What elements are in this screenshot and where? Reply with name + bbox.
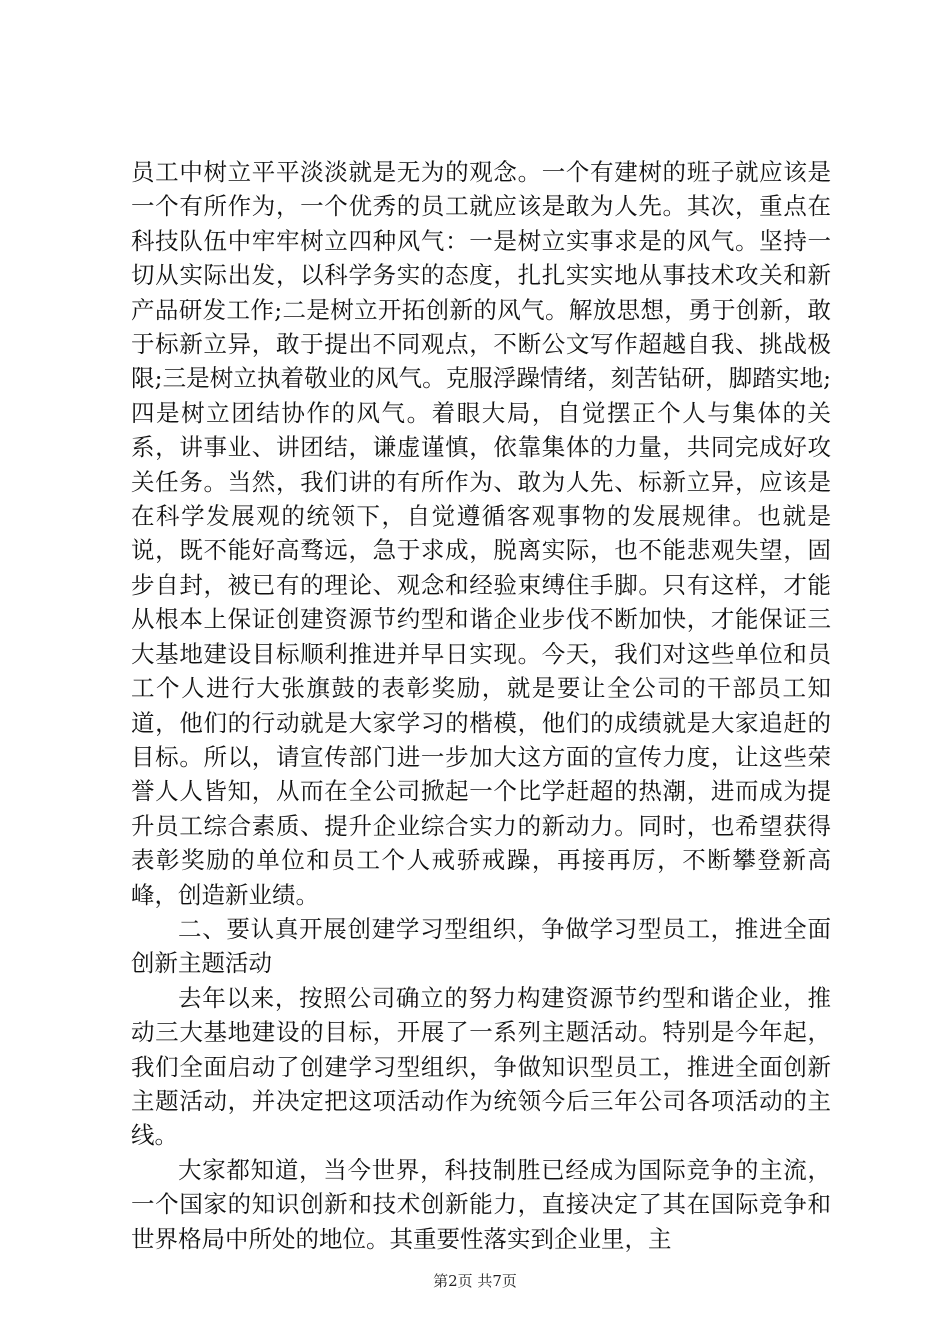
document-body: [131, 155, 831, 1256]
section-heading: 二、要认真开展创建学习型组织，争做学习型员工，推进全面创新主题活动: [131, 914, 831, 978]
paragraph-3: 去年以来，按照公司确立的努力构建资源节约型和谐企业，推动三大基地建设的目标，开展了一系列主题活动。特别是今年起，我们全面启动了创建学习型组织，争做知识型员工，推进全面创新主题活动，并决定把这项活动作为统领今后三年公司各项活动的主线。: [131, 983, 831, 1150]
paragraph-4: 大家都知道，当今世界，科技制胜已经成为国际竞争的主流，一个国家的知识创新和技术创新能力，直接决定了其在国际竞争和世界格局中所处的地位。其重要性落实到企业里，主: [131, 1155, 831, 1253]
paragraph-1: 员工中树立平平淡淡就是无为的观念。一个有建树的班子就应该是一个有所作为，一个优秀的员工就应该是敢为人先。其次，重点在科技队伍中牢牢树立四种风气：一是树立实事求是的风气。坚持一切从实际出发，以科学务实的态度，扎扎实实地从事技术攻关和新产品研发工作;二是树立开拓创新的风气。解放思想，勇于创新，敢于标新立异，敢于提出不同观点，不断公文写作超越自我、挑战极限;三是树立执着敬业的风气。克服浮躁情绪，刻苦钻研，脚踏实地;四是树立团结协作的风气。着眼大局，自觉摆正个人与集体的关系，讲事业、讲团结，谦虚谨慎，依靠集体的力量，共同完成好攻关任务。当然，我们讲的有所作为、敢为人先、标新立异，应该是在科学发展观的统领下，自觉遵循客观事物的发展规律。也就是说，既不能好高骛远，急于求成，脱离实际，也不能悲观失望，固步自封，被已有的理论、观念和经验束缚住手脚。只有这样，才能从根本上保证创建资源节约型和谐企业步伐不断加快，才能保证三大基地建设目标顺利推进并早日实现。今天，我们对这些单位和员工个人进行大张旗鼓的表彰奖励，就是要让全公司的干部员工知道，他们的行动就是大家学习的楷模，他们的成绩就是大家追赶的目标。所以，请宣传部门进一步加大这方面的宣传力度，让这些荣誉人人皆知，从而在全公司掀起一个比学赶超的热潮，进而成为提升员工综合素质、提升企业综合实力的新动力。同时，也希望获得表彰奖励的单位和员工个人戒骄戒躁，再接再厉，不断攀登新高峰，创造新业绩。: [131, 158, 831, 909]
page-footer: 第2页 共7页: [433, 1272, 517, 1290]
